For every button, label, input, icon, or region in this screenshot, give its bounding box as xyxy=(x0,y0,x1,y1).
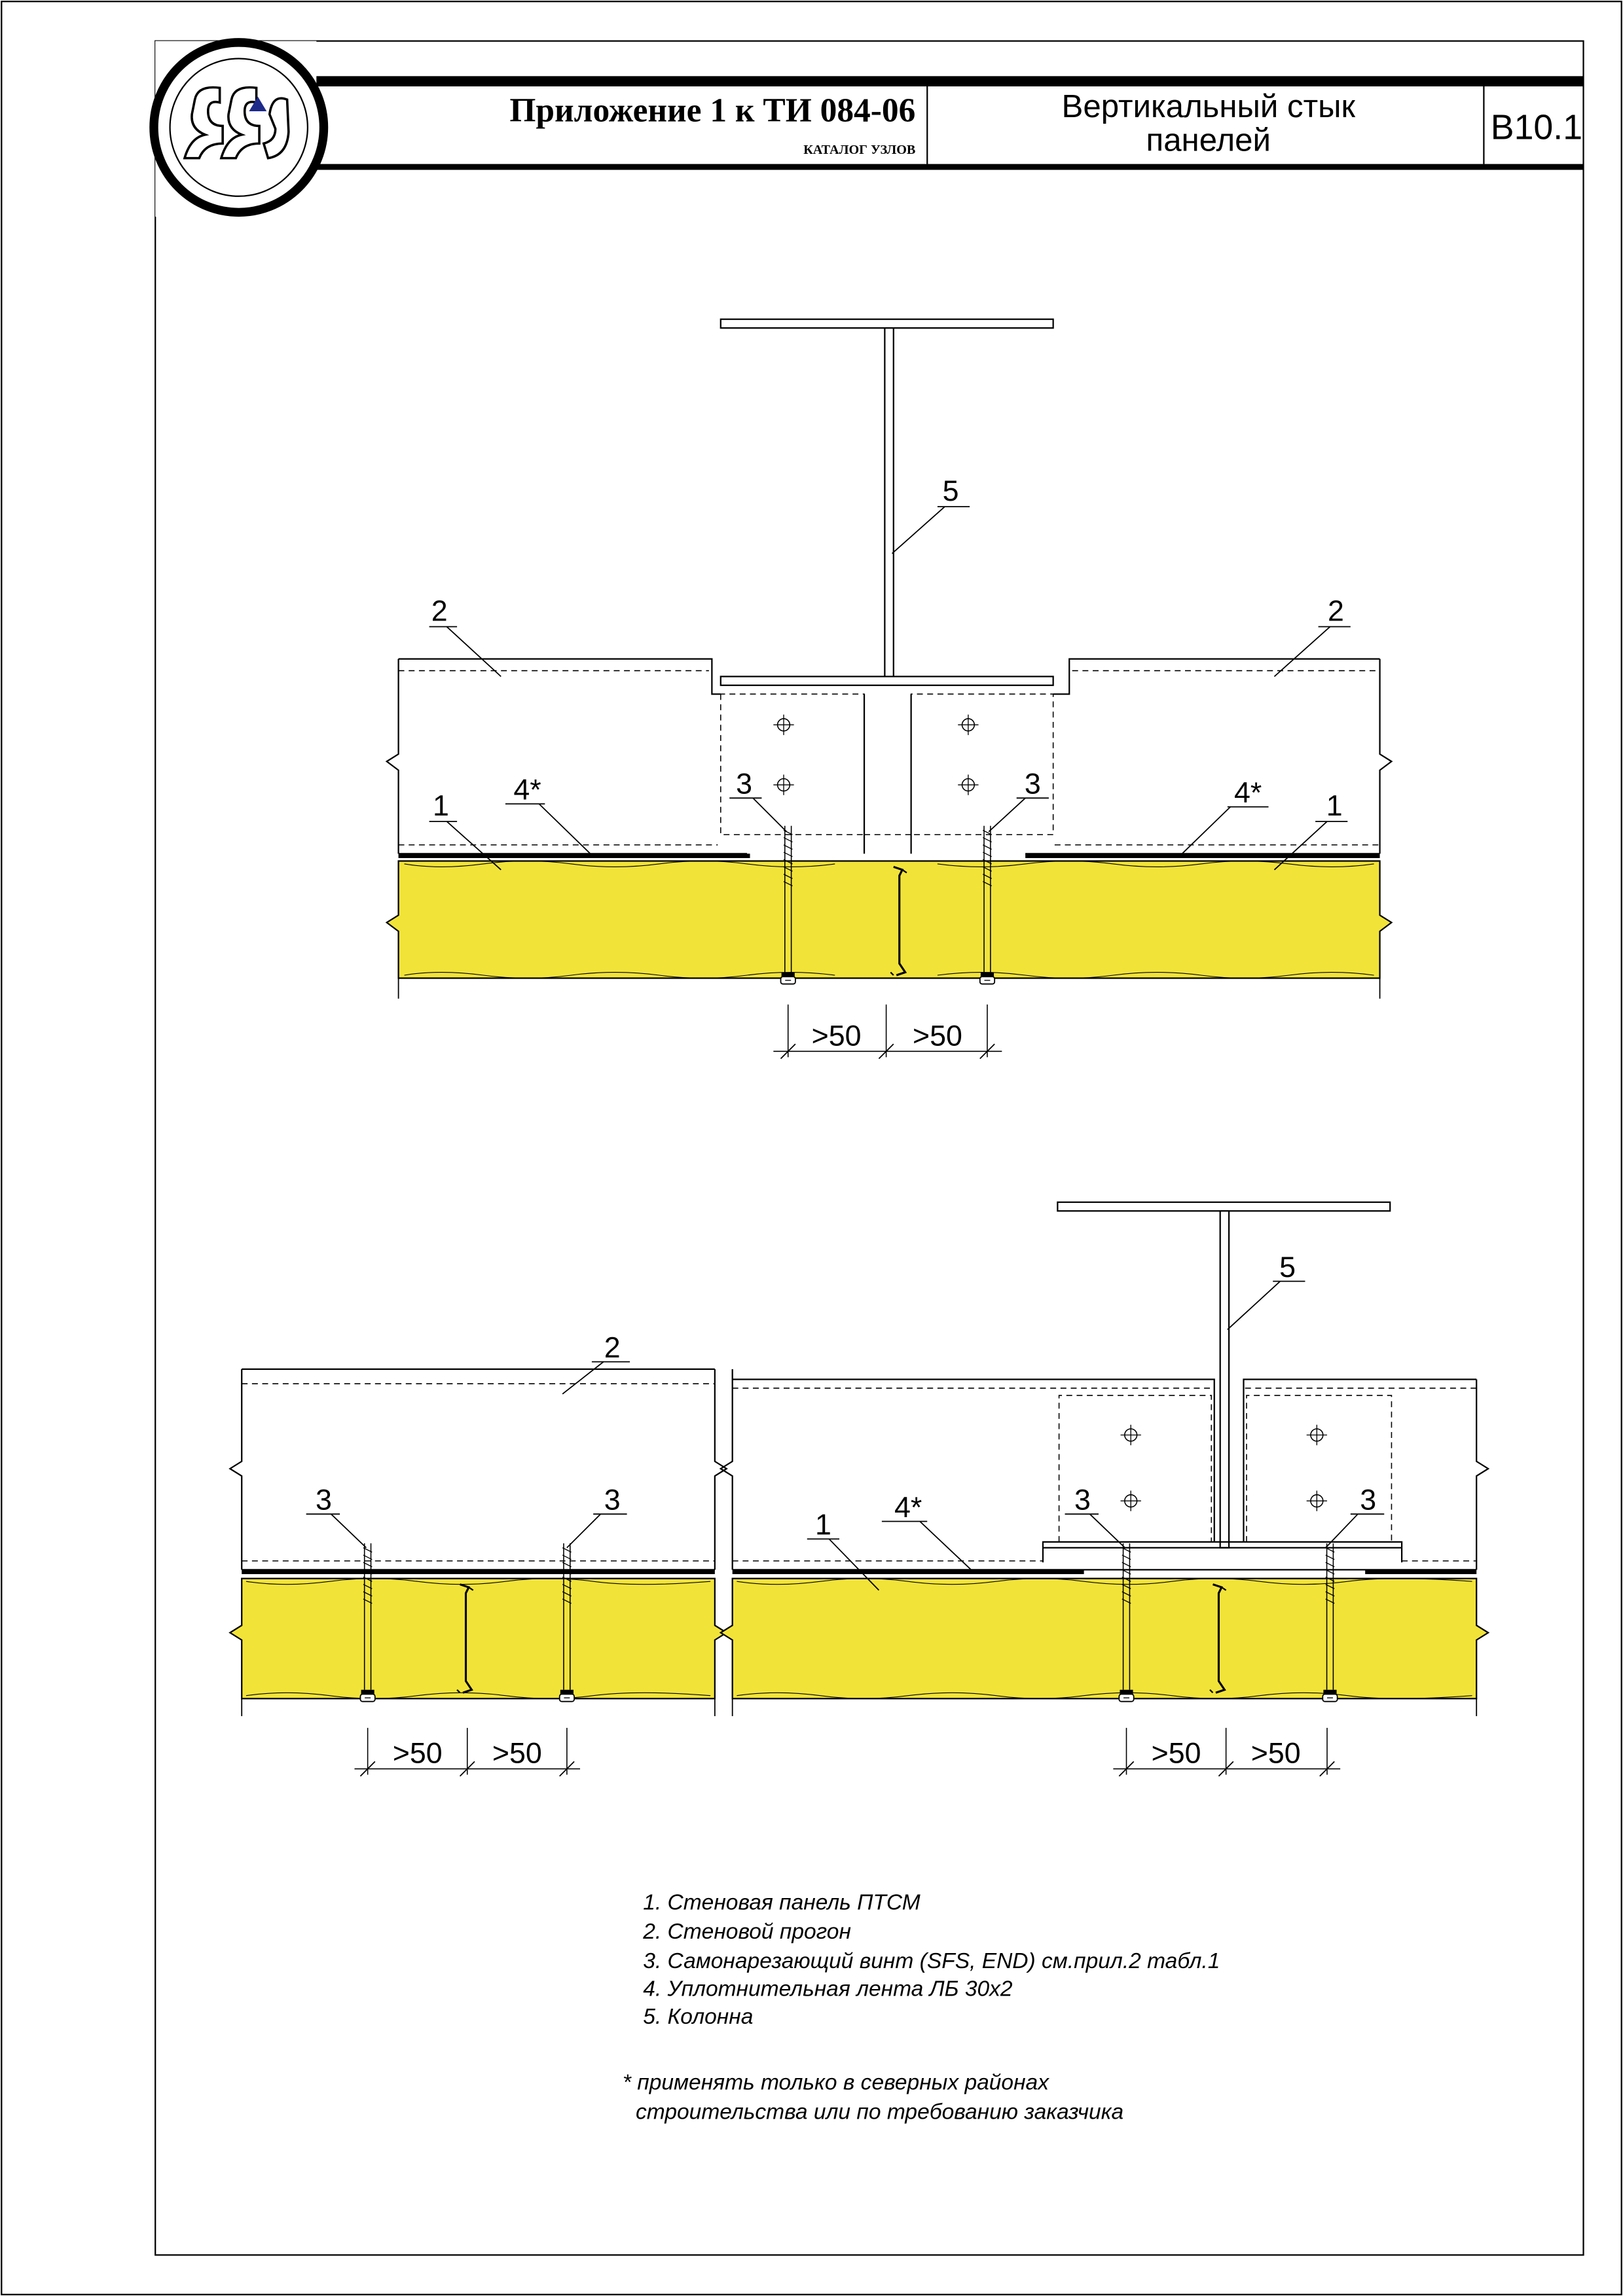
legend xyxy=(642,1890,1220,2029)
bolt-icon xyxy=(1307,1491,1327,1511)
bolt-icon xyxy=(958,775,978,795)
connection-plates xyxy=(721,694,1053,853)
callout-label: 2 xyxy=(1327,594,1344,628)
dimension-chain xyxy=(354,1728,580,1776)
lower-detail xyxy=(230,1202,1488,1776)
purlin-right xyxy=(721,1369,1488,1570)
purlin-left xyxy=(230,1369,726,1570)
appendix-title: Приложение 1 к ТИ 084-06 xyxy=(509,92,916,130)
bolt-icon xyxy=(1121,1425,1141,1445)
callout-label: 5 xyxy=(942,475,959,508)
column xyxy=(1043,1202,1402,1562)
footnote-line: строительства или по требованию заказчика xyxy=(636,2100,1124,2125)
sealing-tape xyxy=(1025,853,1379,858)
bolt-icon xyxy=(773,715,793,735)
dimension-value: >50 xyxy=(912,1019,962,1052)
bolt-icon xyxy=(773,775,793,795)
callout-label: 3 xyxy=(1360,1483,1377,1516)
wall-panel xyxy=(387,861,1392,999)
callout-label: 4* xyxy=(1234,776,1262,810)
sealing-tape xyxy=(1365,1570,1476,1574)
legend-item: 5. Колонна xyxy=(643,2004,754,2029)
dimension-value: >50 xyxy=(492,1736,542,1770)
callout-label: 4* xyxy=(513,773,541,806)
callout-label: 2 xyxy=(431,594,448,628)
callout-label: 1 xyxy=(433,789,449,823)
callout-label: 3 xyxy=(316,1483,332,1516)
legend-item: 3. Самонарезающий винт (SFS, END) см.прил.2 табл.1 xyxy=(643,1948,1220,1973)
dimension-chain xyxy=(773,1005,1002,1059)
callout-label: 4* xyxy=(894,1490,922,1524)
callout-label: 1 xyxy=(1326,789,1343,823)
dimension-value: >50 xyxy=(1250,1736,1301,1770)
wall-panel xyxy=(230,1579,1488,1716)
title-block xyxy=(154,41,1584,217)
catalog-label: КАТАЛОГ УЗЛОВ xyxy=(803,142,916,157)
bolt-icon xyxy=(1121,1491,1141,1511)
callout-label: 1 xyxy=(814,1508,831,1541)
drawing-frame xyxy=(155,41,1583,2255)
column xyxy=(721,319,1053,685)
bolt-icon xyxy=(1307,1425,1327,1445)
purlin-left xyxy=(387,659,747,854)
callout-label: 2 xyxy=(604,1331,621,1364)
dimension-value: >50 xyxy=(392,1736,443,1770)
callout-label: 3 xyxy=(1024,767,1041,800)
dimension-chain xyxy=(1113,1728,1340,1776)
callout-label: 3 xyxy=(736,767,753,800)
callout-label: 3 xyxy=(1074,1483,1091,1516)
legend-item: 2. Стеновой прогон xyxy=(643,1920,851,1945)
legend-item: 4. Уплотнительная лента ЛБ 30х2 xyxy=(643,1977,1013,2001)
dimension-value: >50 xyxy=(811,1019,862,1052)
sheet-code: В10.1 xyxy=(1490,107,1583,147)
sheet-title-line2: панелей xyxy=(1146,122,1271,158)
upper-detail xyxy=(387,319,1392,1059)
callout-label: 5 xyxy=(1279,1250,1296,1283)
callout-label: 3 xyxy=(604,1483,621,1516)
legend-item: 1. Стеновая панель ПТСМ xyxy=(643,1890,921,1915)
sealing-tape xyxy=(242,1570,715,1574)
footnote xyxy=(623,2071,1123,2125)
footnote-line: * применять только в северных районах xyxy=(622,2070,1049,2095)
sealing-tape xyxy=(733,1570,1084,1574)
dimension-value: >50 xyxy=(1151,1736,1201,1770)
sheet-title-line1: Вертикальный стык xyxy=(1061,88,1356,124)
sealing-tape xyxy=(399,853,750,858)
bolt-icon xyxy=(958,715,978,735)
purlin-right xyxy=(1025,659,1391,854)
